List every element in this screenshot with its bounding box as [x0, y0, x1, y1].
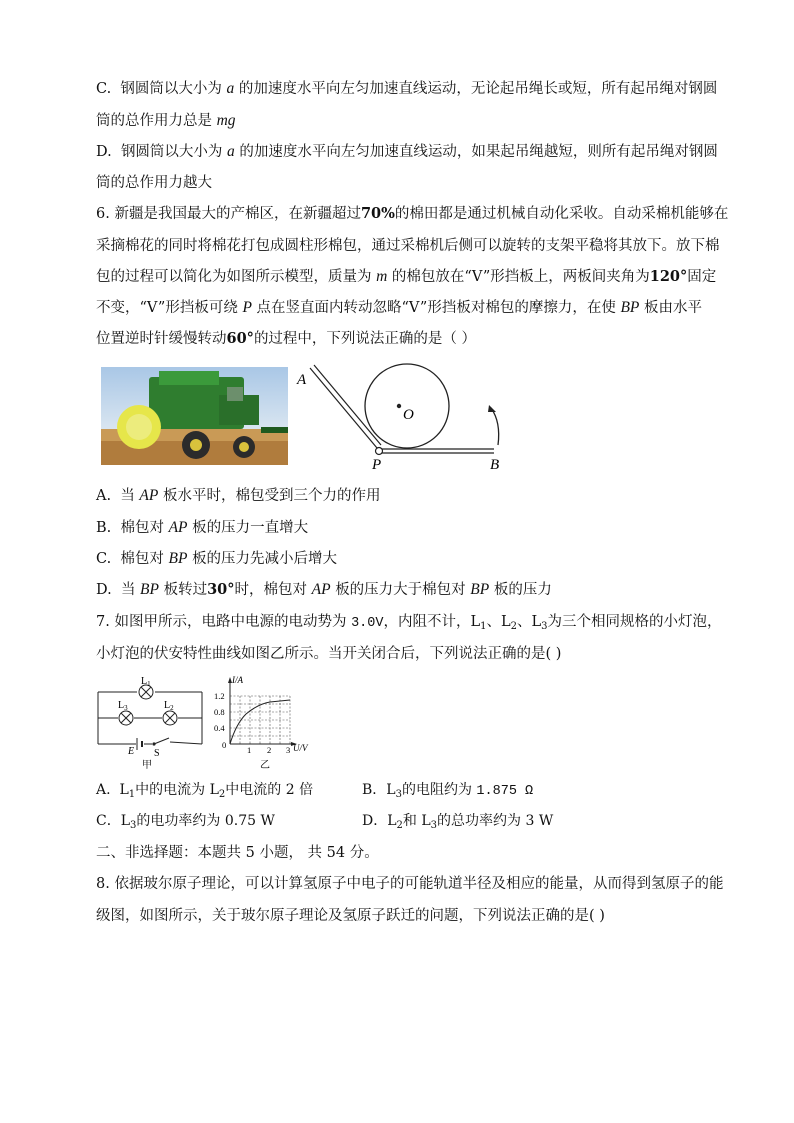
ytick-1-2: 1.2: [214, 691, 225, 701]
q6-option-d: D. 当 BP 板转过30°时，棉包对 AP 板的压力大于棉包对 BP 板的压力: [96, 581, 552, 598]
xtick-1: 1: [247, 745, 252, 755]
label-e: E: [128, 746, 135, 757]
q5-option-c-line1: C. 钢圆筒以大小为 a 的加速度水平向左匀加速直线运动，无论起吊绳长或短，所有起吊绳对钢圆: [96, 80, 718, 97]
section-2-title: 二、非选择题：本题共 5 小题， 共 54 分。: [96, 845, 379, 861]
lamp-l3-icon: [119, 711, 133, 725]
xtick-2: 2: [267, 745, 272, 755]
xtick-3: 3: [286, 745, 291, 755]
q8-stem-line2: 级图，如图所示，关于玻尔原子理论及氢原子跃迁的问题，下列说法正确的是( ): [96, 908, 605, 924]
label-s: S: [154, 748, 160, 759]
battery-icon: [137, 738, 142, 750]
q6-stem-line4: 不变，“V”形挡板可绕 P 点在竖直面内转动忽略“V”形挡板对棉包的摩擦力，在使 BP 板由水平: [96, 299, 702, 316]
q5-option-c-line2: 筒的总作用力总是 mg: [96, 112, 236, 129]
label-l1: $L_1$: [141, 676, 151, 688]
circuit-diagram: [94, 672, 206, 770]
q6-stem-line3: 包的过程可以简化为如图所示模型，质量为 m 的棉包放在“V”形挡板上，两板间夹角为120°固定: [96, 268, 717, 285]
label-l2: $L_2$: [164, 700, 174, 712]
graph-xlabel: U/V: [293, 743, 308, 753]
caption-jia: 甲: [142, 760, 152, 770]
graph-grid: [230, 696, 290, 744]
q5-option-d-line1: D. 钢圆筒以大小为 a 的加速度水平向左匀加速直线运动，如果起吊绳越短，则所有起吊绳对钢圆: [96, 143, 718, 160]
q6-option-b: B. 棉包对 AP 板的压力一直增大: [96, 519, 309, 536]
pivot-p: [376, 448, 383, 455]
label-a: A: [297, 372, 307, 388]
graph-ylabel: I/A: [232, 675, 243, 685]
q7-option-a: A. $L_1$中的电流为 $L_2$中电流的 2 倍: [96, 782, 314, 800]
q6-option-c: C. 棉包对 BP 板的压力先减小后增大: [96, 550, 338, 567]
q7-option-d: D．$L_2$和 $L_3$的总功率约为 3 W: [362, 813, 554, 831]
label-l3: $L_3$: [118, 700, 128, 712]
cotton-bale-circle: [365, 364, 449, 448]
label-b: B: [490, 457, 500, 473]
caption-yi: 乙: [260, 760, 270, 771]
ytick-0-4: 0.4: [214, 723, 225, 733]
lamp-l1-icon: [139, 685, 153, 699]
q8-stem-line1: 8. 依据玻尔原子理论，可以计算氢原子中电子的可能轨道半径及相应的能量，从而得到氢原子的能: [96, 876, 724, 892]
label-o: O: [403, 407, 414, 423]
q7-option-b: B．$L_3$的电阻约为 1.875 Ω: [362, 782, 534, 800]
label-p: P: [372, 457, 382, 473]
lamp-l2-icon: [163, 711, 177, 725]
q6-stem-line2: 采摘棉花的同时将棉花打包成圆柱形棉包，通过采棉机后侧可以旋转的支架平稳将其放下。放下棉: [96, 238, 720, 254]
ytick-0-8: 0.8: [214, 707, 225, 717]
cotton-picker-photo: [101, 367, 288, 465]
switch-icon: [152, 738, 169, 746]
q6-stem-line5: 位置逆时针缓慢转动60°的过程中，下列说法正确的是（ ）: [96, 330, 477, 347]
q7-stem-line1: 7. 如图甲所示，电路中电源的电动势为 3.0V，内阻不计，$L_1$、$L_2$、$L_3$为三个相同规格的小灯泡，: [96, 614, 722, 632]
v-board-diagram: [293, 362, 515, 474]
q6-stem-line1: 6. 新疆是我国最大的产棉区，在新疆超过70%的棉田都是通过机械自动化采收。自动采棉机能够在: [96, 205, 729, 222]
iu-characteristic-graph: [214, 674, 318, 772]
graph-origin: 0: [222, 740, 227, 750]
q7-stem-line2: 小灯泡的伏安特性曲线如图乙所示。当开关闭合后，下列说法正确的是( ): [96, 646, 562, 662]
q6-option-a: A. 当 AP 板水平时，棉包受到三个力的作用: [96, 487, 381, 504]
q7-option-c: C．$L_3$的电功率约为 0.75 W: [96, 813, 275, 831]
q5-option-d-line2: 筒的总作用力越大: [96, 175, 212, 191]
